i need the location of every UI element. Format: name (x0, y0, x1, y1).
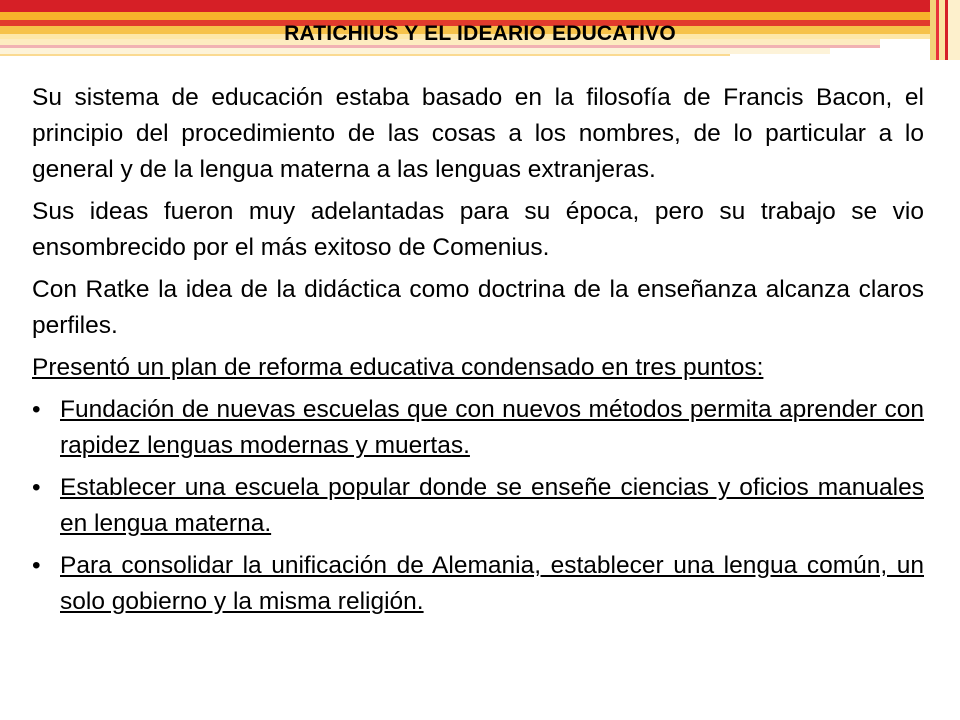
paragraph-bacon: Su sistema de educación estaba basado en la filosofía de Francis Bacon, el principio del procedimiento de las cosas a los nombres, de lo particular a lo general y de la lengua materna a las lenguas extranjeras. (32, 84, 924, 183)
bullet-glyph: • (32, 474, 41, 501)
header-stripe (0, 54, 730, 56)
list-item (32, 392, 924, 464)
bullet-text: Fundación de nuevas escuelas que con nuevos métodos permita aprender con rapidez lenguas modernas y muertas. (60, 396, 924, 459)
bullet-text: Establecer una escuela popular donde se enseñe ciencias y oficios manuales en lengua materna. (60, 474, 924, 537)
header-stripe (0, 12, 930, 20)
paragraph-ideas: Sus ideas fueron muy adelantadas para su época, pero su trabajo se vio ensombrecido por el más exitoso de Comenius. (32, 198, 924, 261)
bullet-glyph: • (32, 396, 41, 423)
bullet-glyph: • (32, 552, 41, 579)
slide-title: RATICHIUS Y EL IDEARIO EDUCATIVO (284, 22, 676, 45)
header-stripe (0, 0, 930, 12)
plan-bullet-list (32, 392, 924, 620)
list-item (32, 548, 924, 620)
plan-intro: Presentó un plan de reforma educativa condensado en tres puntos: (32, 354, 764, 381)
paragraph-didactica: Con Ratke la idea de la didáctica como doctrina de la enseñanza alcanza claros perfiles. (32, 276, 924, 339)
bullet-text: Para consolidar la unificación de Alemania, establecer una lengua común, un solo gobierno y la misma religión. (60, 552, 924, 615)
list-item (32, 470, 924, 542)
slide-body (32, 80, 924, 626)
